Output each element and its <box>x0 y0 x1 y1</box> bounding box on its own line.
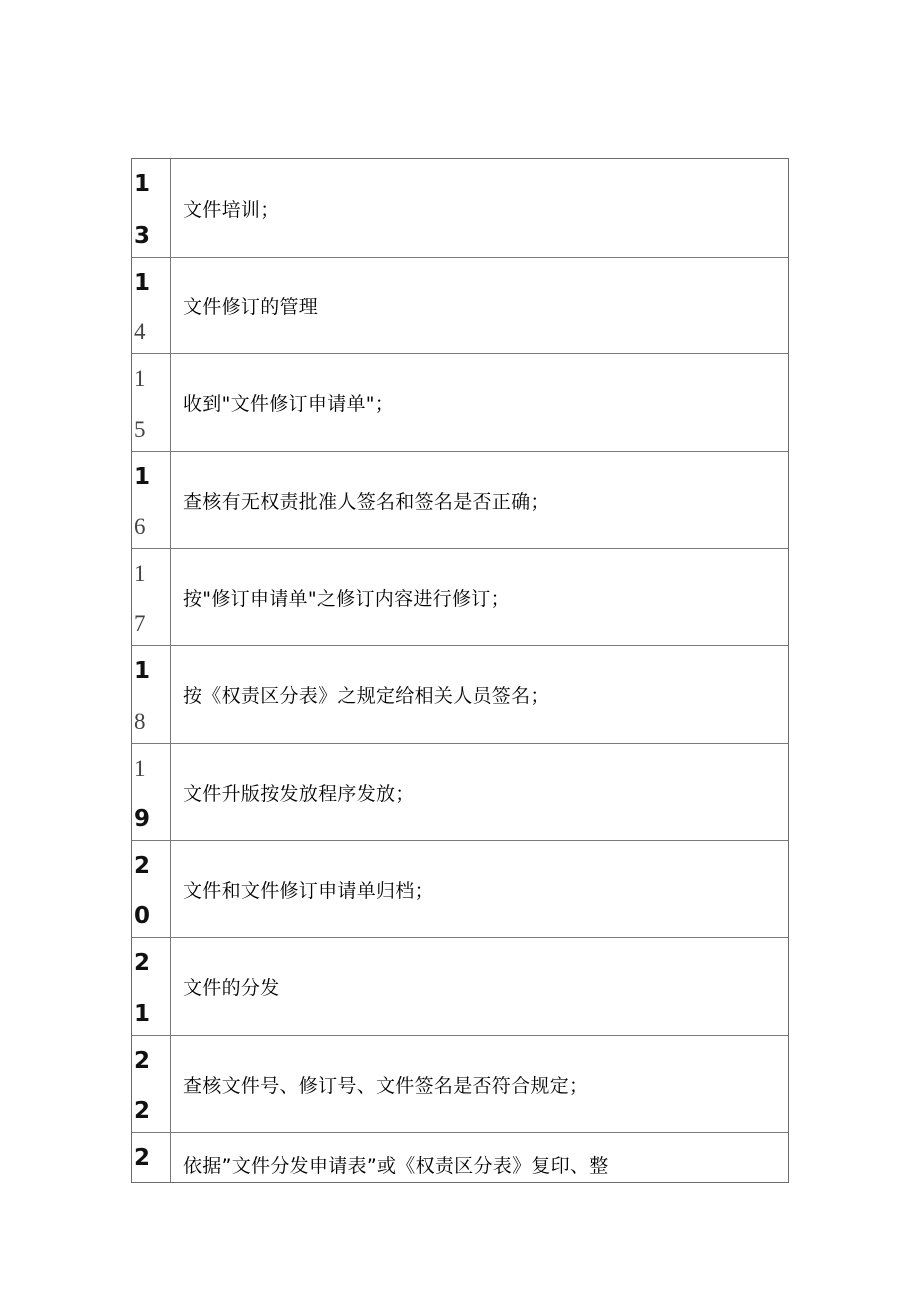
row-number <box>132 159 171 257</box>
table-row <box>132 841 788 938</box>
row-text: 文件升版按发放程序发放； <box>183 782 415 805</box>
row-text: 收到"文件修订申请单"； <box>183 393 395 415</box>
row-number-top: 2 <box>134 1048 151 1074</box>
row-text: 文件培训； <box>183 198 280 221</box>
row-number-bottom: 9 <box>134 806 151 832</box>
row-number <box>132 452 171 548</box>
row-number <box>132 841 171 937</box>
row-number-top: 1 <box>134 756 146 781</box>
row-number-top: 1 <box>134 171 151 197</box>
row-number <box>132 744 171 840</box>
table-row <box>132 744 788 841</box>
row-number-top: 2 <box>134 1145 151 1171</box>
row-number-top: 2 <box>134 853 151 879</box>
row-number <box>132 354 171 451</box>
row-number <box>132 646 171 743</box>
row-number-top: 1 <box>134 561 146 586</box>
row-number-bottom: 6 <box>134 514 146 539</box>
table-row <box>132 1036 788 1133</box>
row-number-bottom: 3 <box>134 223 151 249</box>
row-number-top: 1 <box>134 270 151 296</box>
row-text: 依据”文件分发申请表”或《权责区分表》复印、整 <box>183 1155 609 1177</box>
row-number-bottom: 8 <box>134 709 146 734</box>
row-number-top: 1 <box>134 658 151 684</box>
row-number-top: 1 <box>134 464 151 490</box>
row-text: 查核有无权责批准人签名和签名是否正确； <box>183 490 550 513</box>
row-text: 按"修订申请单"之修订内容进行修订； <box>183 587 510 610</box>
row-text: 文件修订的管理 <box>183 296 319 318</box>
row-text: 文件的分发 <box>183 977 280 999</box>
row-number <box>132 549 171 645</box>
table-row <box>132 1133 788 1182</box>
table-row <box>132 354 788 452</box>
row-text: 按《权责区分表》之规定给相关人员签名； <box>183 685 550 707</box>
row-number-bottom: 0 <box>134 903 151 929</box>
row-number <box>132 938 171 1035</box>
row-number <box>132 1036 171 1132</box>
table-row <box>132 452 788 549</box>
row-number-bottom: 4 <box>134 319 146 344</box>
row-number-bottom: 7 <box>134 611 146 636</box>
table-row <box>132 258 788 354</box>
table-row <box>132 549 788 646</box>
row-number-top: 1 <box>134 366 146 391</box>
row-text: 查核文件号、修订号、文件签名是否符合规定； <box>183 1074 589 1097</box>
table-row <box>132 646 788 744</box>
row-number <box>132 1133 171 1182</box>
row-number-bottom: 2 <box>134 1098 151 1124</box>
row-text: 文件和文件修订申请单归档； <box>183 879 434 902</box>
table-row <box>132 159 788 258</box>
procedure-table <box>131 158 789 1183</box>
row-number <box>132 258 171 353</box>
row-number-top: 2 <box>134 950 151 976</box>
row-number-bottom: 5 <box>134 417 146 442</box>
row-number-bottom: 1 <box>134 1001 151 1027</box>
table-row <box>132 938 788 1036</box>
